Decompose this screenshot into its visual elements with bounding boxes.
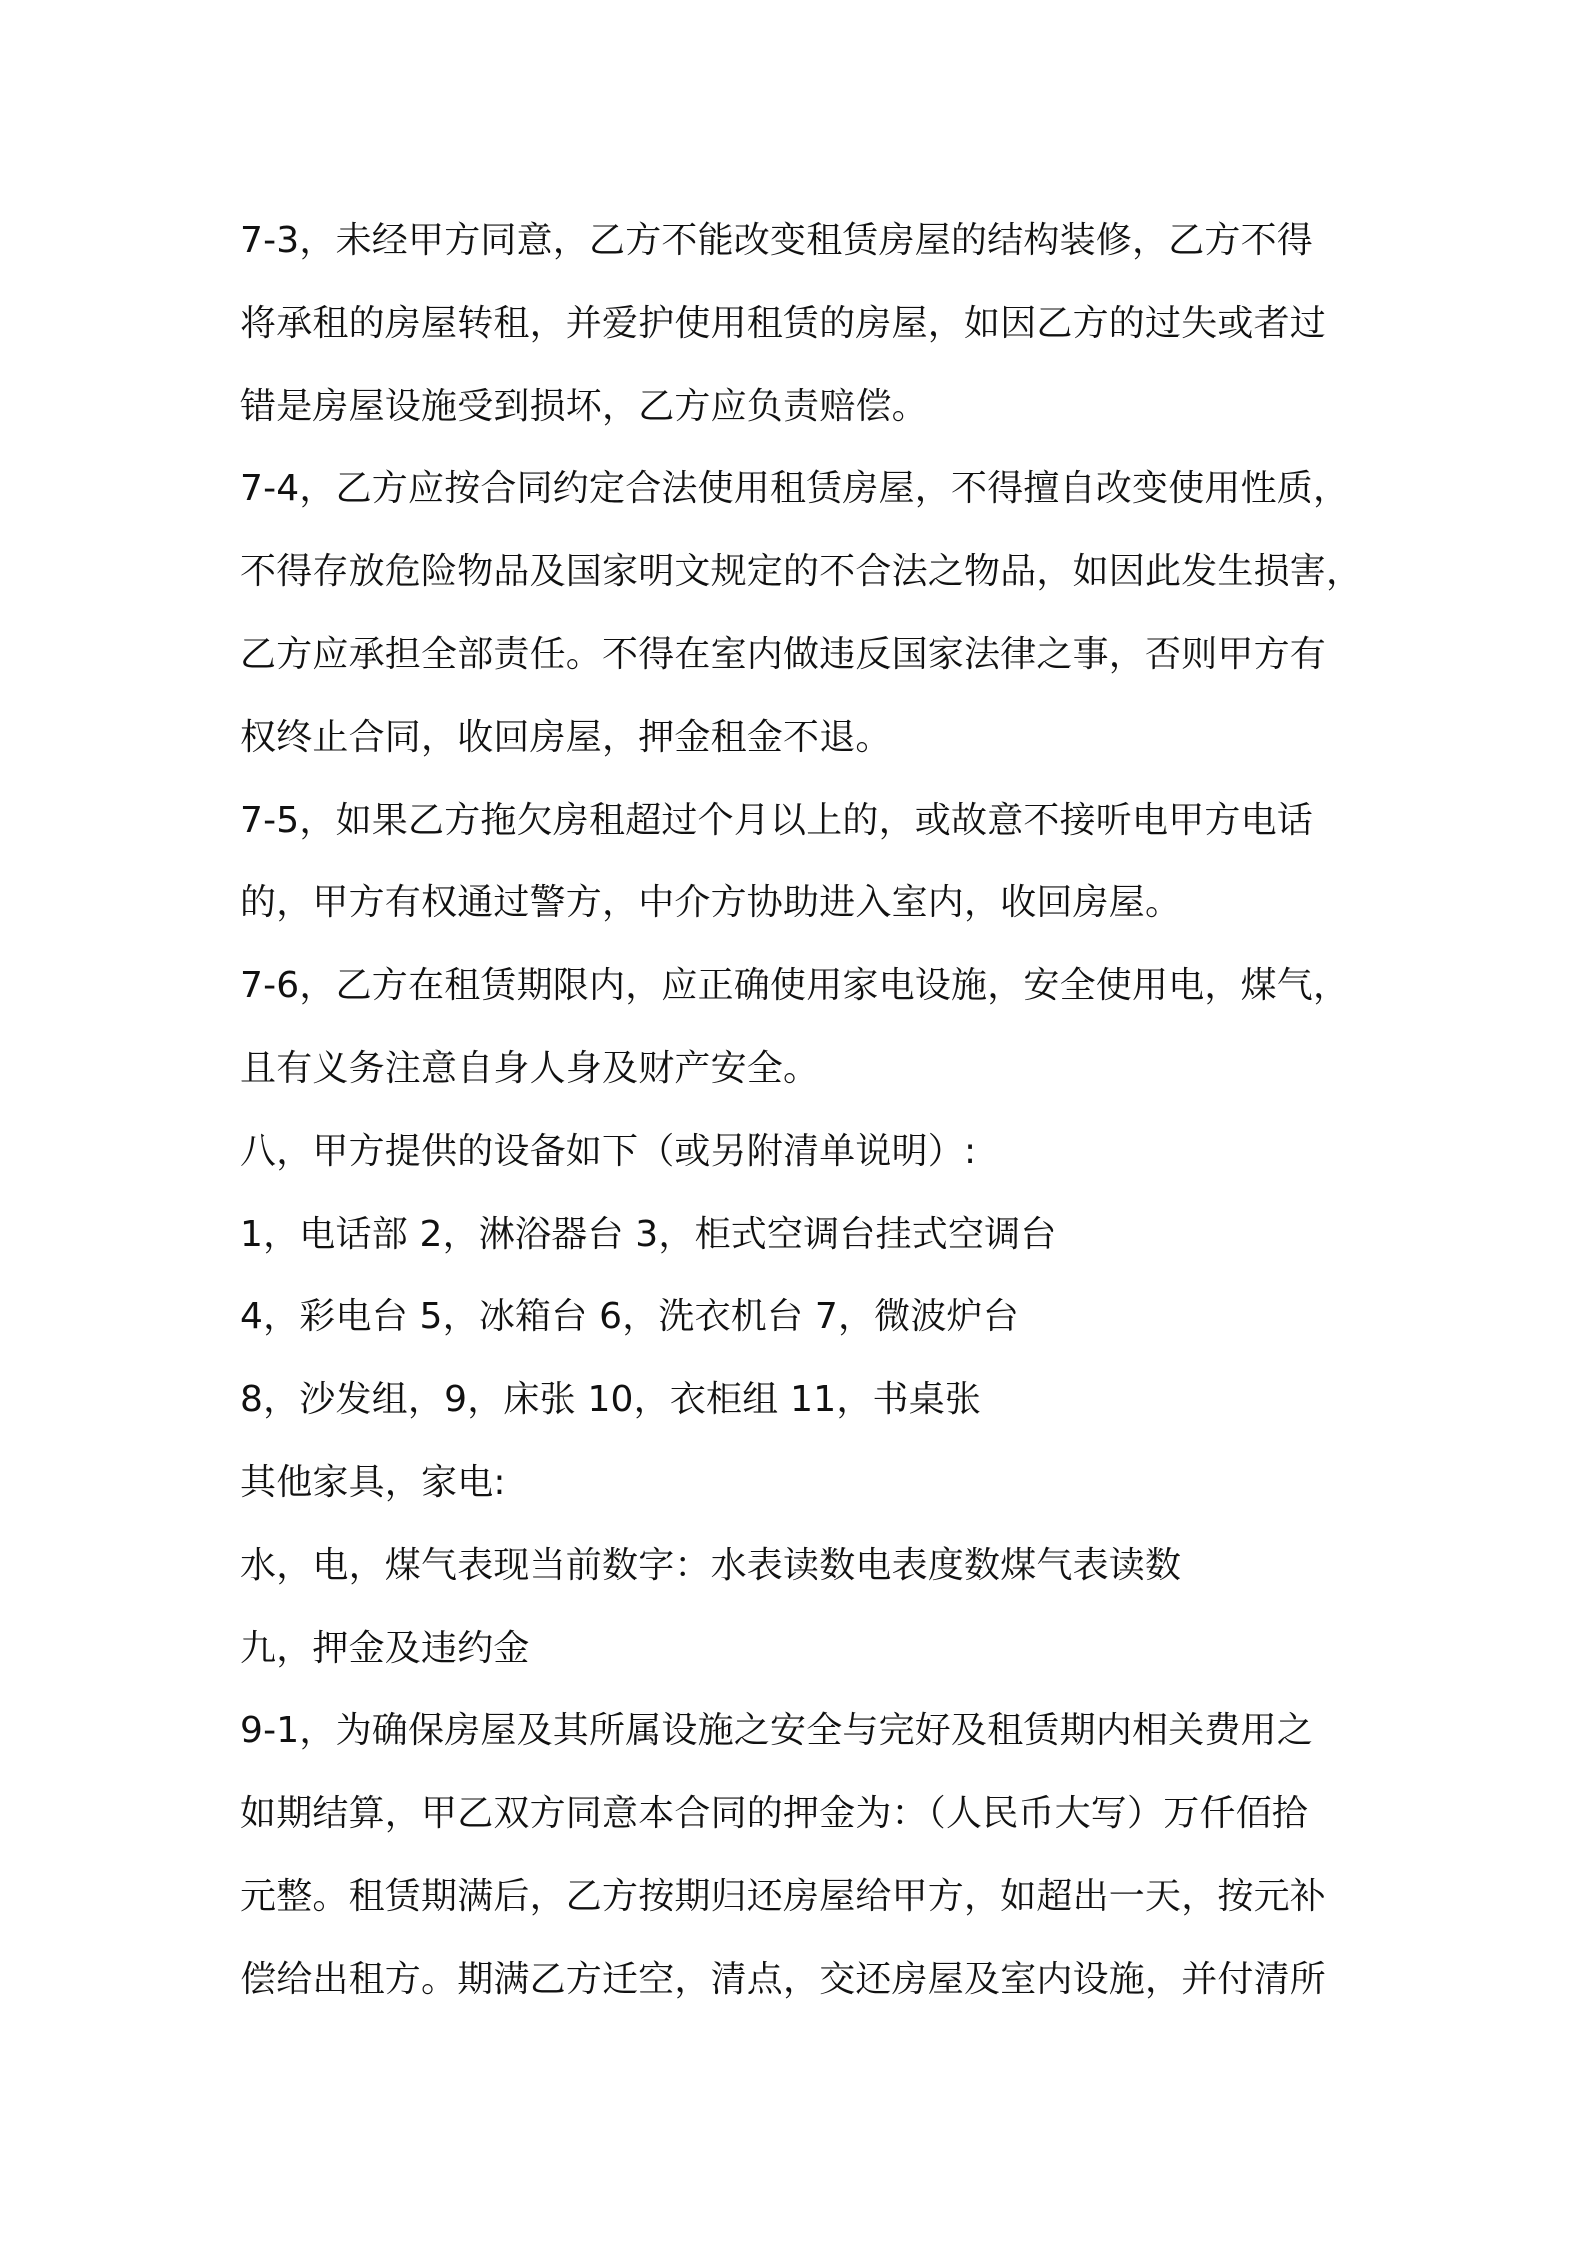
text-line: 其他家具，家电: bbox=[240, 1461, 506, 1503]
text-line: 不得存放危险物品及国家明文规定的不合法之物品，如因此发生损害， bbox=[240, 551, 1363, 593]
text-line: 错是房屋设施受到损坏，乙方应负责赔偿。 bbox=[240, 385, 928, 427]
equipment-list-line: 8，沙发组，9，床张 10，衣柜组 11，书桌张 bbox=[240, 1379, 982, 1421]
text-line: 7-4，乙方应按合同约定合法使用租赁房屋，不得擅自改变使用性质， bbox=[240, 468, 1350, 510]
text-line: 7-5，如果乙方拖欠房租超过个月以上的，或故意不接听电甲方电话 bbox=[240, 799, 1313, 841]
text-line: 偿给出租方。期满乙方迁空，清点，交还房屋及室内设施，并付清所 bbox=[240, 1958, 1327, 2000]
text-line: 且有义务注意自身人身及财产安全。 bbox=[240, 1047, 820, 1089]
text-line: 7-3，未经甲方同意，乙方不能改变租赁房屋的结构装修，乙方不得 bbox=[240, 220, 1313, 261]
text-line: 9-1，为确保房屋及其所属设施之安全与完好及租赁期内相关费用之 bbox=[240, 1710, 1313, 1752]
equipment-list-line: 1，电话部 2，淋浴器台 3，柜式空调台挂式空调台 bbox=[240, 1213, 1057, 1255]
text-line: 水，电，煤气表现当前数字：水表读数电表度数煤气表读数 bbox=[240, 1544, 1182, 1586]
text-line: 元整。租赁期满后，乙方按期归还房屋给甲方，如超出一天，按元补 bbox=[240, 1875, 1327, 1917]
equipment-list-line: 4，彩电台 5，冰箱台 6，洗衣机台 7，微波炉台 bbox=[240, 1296, 1019, 1338]
text-line: 如期结算，甲乙双方同意本合同的押金为：（人民币大写）万仟佰拾 bbox=[240, 1793, 1309, 1835]
text-line: 将承租的房屋转租，并爱护使用租赁的房屋，如因乙方的过失或者过 bbox=[240, 302, 1327, 344]
section-heading: 九，押金及违约金 bbox=[240, 1627, 530, 1669]
section-heading: 八，甲方提供的设备如下（或另附清单说明）: bbox=[240, 1130, 977, 1172]
document-body bbox=[240, 200, 1370, 2022]
text-line: 7-6，乙方在租赁期限内，应正确使用家电设施，安全使用电，煤气， bbox=[240, 965, 1350, 1007]
text-line: 权终止合同，收回房屋，押金租金不退。 bbox=[240, 716, 892, 758]
text-line: 的，甲方有权通过警方，中介方协助进入室内，收回房屋。 bbox=[240, 882, 1182, 924]
text-line: 乙方应承担全部责任。不得在室内做违反国家法律之事，否则甲方有 bbox=[240, 633, 1327, 675]
